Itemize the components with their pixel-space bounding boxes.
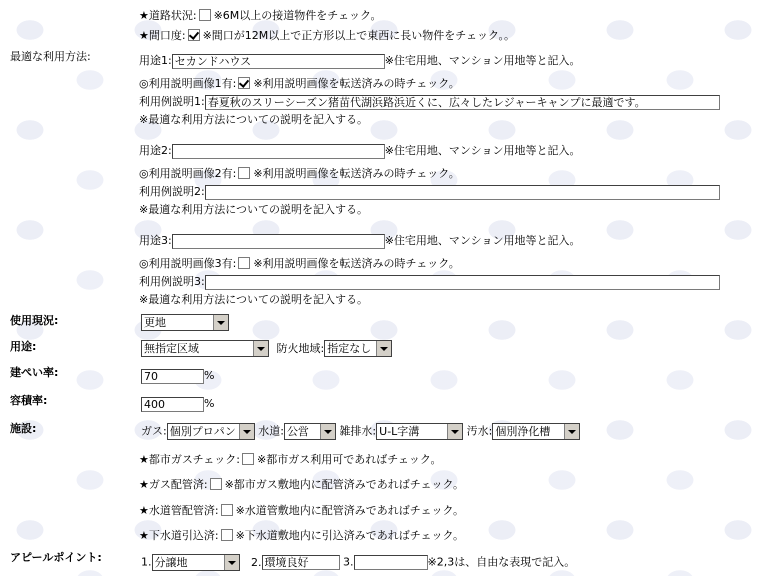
sewer-label: ★下水道引込済:	[139, 529, 219, 542]
fire-zone-label: 防火地域:	[276, 341, 325, 355]
image3-row	[139, 256, 460, 271]
far-unit: %	[204, 397, 215, 410]
sewage-select[interactable]	[492, 423, 580, 440]
coverage-label: 建ぺい率:	[10, 366, 59, 379]
city-gas-checkbox[interactable]	[242, 453, 254, 465]
image2-note: ※利用説明画像を転送済みの時チェック。	[253, 167, 460, 180]
chevron-down-icon	[239, 424, 254, 439]
frontage-note: ※間口が12M以上で正方形以上で東西に長い物件をチェック。。	[202, 29, 516, 42]
appeal-number-2: 2.	[251, 555, 262, 569]
desc3-hint: ※最適な利用方法についての説明を記入する。	[139, 293, 368, 306]
zoning-row	[141, 340, 392, 357]
image1-note: ※利用説明画像を転送済みの時チェック。	[253, 77, 460, 90]
zoning-label: 用途:	[10, 340, 37, 353]
current-use-row	[141, 314, 229, 331]
appeal-row	[141, 554, 575, 571]
frontage-label: ★間口度:	[139, 29, 186, 42]
use1-label: 用途1:	[139, 54, 172, 67]
water-pipe-label: ★水道管配管済:	[139, 504, 219, 517]
water-pipe-row	[139, 503, 464, 518]
sewage-label: 汚水:	[466, 424, 493, 438]
use1-hint: ※住宅用地、マンション用地等と記入。	[384, 54, 581, 67]
coverage-row	[141, 368, 214, 384]
gas-pipe-row	[139, 477, 464, 492]
gas-value: 個別プロパン	[169, 425, 236, 438]
far-label: 容積率:	[10, 394, 48, 407]
image1-row	[139, 76, 460, 91]
frontage-checkbox[interactable]	[188, 29, 200, 41]
zoning-value: 無指定区域	[144, 342, 199, 355]
use1-input[interactable]: セカンドハウス	[172, 54, 385, 69]
water-value: 公営	[286, 425, 309, 438]
facilities-row	[141, 423, 580, 440]
use3-label: 用途3:	[139, 234, 172, 247]
image1-label: ◎利用説明画像1有:	[139, 77, 237, 90]
drain-value: U-L字溝	[379, 425, 420, 438]
appeal-select-1[interactable]	[152, 554, 240, 571]
use3-row	[139, 233, 580, 249]
desc2-hint: ※最適な利用方法についての説明を記入する。	[139, 203, 368, 216]
image3-label: ◎利用説明画像3有:	[139, 257, 237, 270]
image2-label: ◎利用説明画像2有:	[139, 167, 237, 180]
drain-label: 雑排水:	[339, 424, 377, 438]
water-pipe-checkbox[interactable]	[221, 504, 233, 516]
facilities-label: 施設:	[10, 422, 37, 435]
usage-section-label: 最適な利用方法:	[10, 50, 91, 63]
desc1-hint: ※最適な利用方法についての説明を記入する。	[139, 113, 368, 126]
chevron-down-icon	[213, 315, 228, 330]
chevron-down-icon	[224, 555, 239, 570]
fire-zone-select[interactable]	[324, 340, 392, 357]
gas-pipe-note: ※都市ガス敷地内に配管済みであればチェック。	[224, 478, 465, 491]
chevron-down-icon	[376, 341, 391, 356]
use3-input[interactable]	[172, 234, 385, 249]
desc1-row	[139, 94, 720, 110]
appeal-input-2[interactable]: 環境良好	[262, 555, 340, 570]
desc3-label: 利用例説明3:	[139, 275, 205, 288]
road-row	[139, 8, 382, 23]
appeal-number-3: 3.	[343, 555, 354, 569]
use2-hint: ※住宅用地、マンション用地等と記入。	[384, 144, 581, 157]
use2-label: 用途2:	[139, 144, 172, 157]
current-use-value: 更地	[144, 316, 166, 329]
desc2-row	[139, 184, 720, 200]
image3-note: ※利用説明画像を転送済みの時チェック。	[253, 257, 460, 270]
use1-row	[139, 53, 580, 69]
image1-checkbox[interactable]	[238, 77, 250, 89]
far-row	[141, 396, 214, 412]
appeal-number-1: 1.	[141, 555, 152, 569]
chevron-down-icon	[564, 424, 579, 439]
water-pipe-note: ※水道管敷地内に配管済みであればチェック。	[235, 504, 465, 517]
gas-pipe-label: ★ガス配管済:	[139, 478, 208, 491]
appeal-label: アピールポイント:	[10, 551, 102, 564]
fire-zone-value: 指定なし	[327, 342, 372, 355]
sewer-checkbox[interactable]	[221, 529, 233, 541]
zoning-select[interactable]	[141, 340, 269, 357]
current-use-select[interactable]	[141, 314, 229, 331]
sewage-value: 個別浄化槽	[495, 425, 551, 438]
image3-checkbox[interactable]	[238, 257, 250, 269]
frontage-row	[139, 28, 515, 43]
current-use-label: 使用現況:	[10, 314, 59, 327]
city-gas-row	[139, 452, 441, 467]
gas-pipe-checkbox[interactable]	[210, 478, 222, 490]
gas-select[interactable]	[167, 423, 255, 440]
use3-hint: ※住宅用地、マンション用地等と記入。	[384, 234, 581, 247]
coverage-unit: %	[204, 369, 215, 382]
city-gas-label: ★都市ガスチェック:	[139, 453, 241, 466]
appeal-input-3[interactable]	[354, 555, 428, 570]
sewer-note: ※下水道敷地内に引込済みであればチェック。	[235, 529, 465, 542]
chevron-down-icon	[253, 341, 268, 356]
desc1-input[interactable]: 春夏秋のスリーシーズン猪苗代湖浜路浜近くに、広々したレジャーキャンプに最適です。	[205, 95, 720, 110]
use2-row	[139, 143, 580, 159]
desc3-input[interactable]	[205, 275, 720, 290]
desc2-label: 利用例説明2:	[139, 185, 205, 198]
use2-input[interactable]	[172, 144, 385, 159]
water-label: 水道:	[258, 424, 284, 438]
gas-label: ガス:	[141, 424, 167, 438]
chevron-down-icon	[447, 424, 462, 439]
road-label: ★道路状況:	[139, 9, 197, 22]
road-note: ※6M以上の接道物件をチェック。	[213, 9, 382, 22]
far-input[interactable]: 400	[141, 397, 204, 412]
appeal-value-1: 分譲地	[154, 556, 188, 569]
image2-row	[139, 166, 460, 181]
desc1-label: 利用例説明1:	[139, 95, 205, 108]
coverage-input[interactable]: 70	[141, 369, 204, 384]
water-select[interactable]	[284, 423, 336, 440]
desc2-input[interactable]	[205, 185, 720, 200]
city-gas-note: ※都市ガス利用可であればチェック。	[257, 453, 442, 466]
drain-select[interactable]	[376, 423, 463, 440]
appeal-hint: ※2,3は、自由な表現で記入。	[427, 555, 576, 569]
sewer-row	[139, 528, 464, 543]
image2-checkbox[interactable]	[238, 167, 250, 179]
road-checkbox[interactable]	[199, 9, 211, 21]
desc3-row	[139, 274, 720, 290]
chevron-down-icon	[320, 424, 335, 439]
